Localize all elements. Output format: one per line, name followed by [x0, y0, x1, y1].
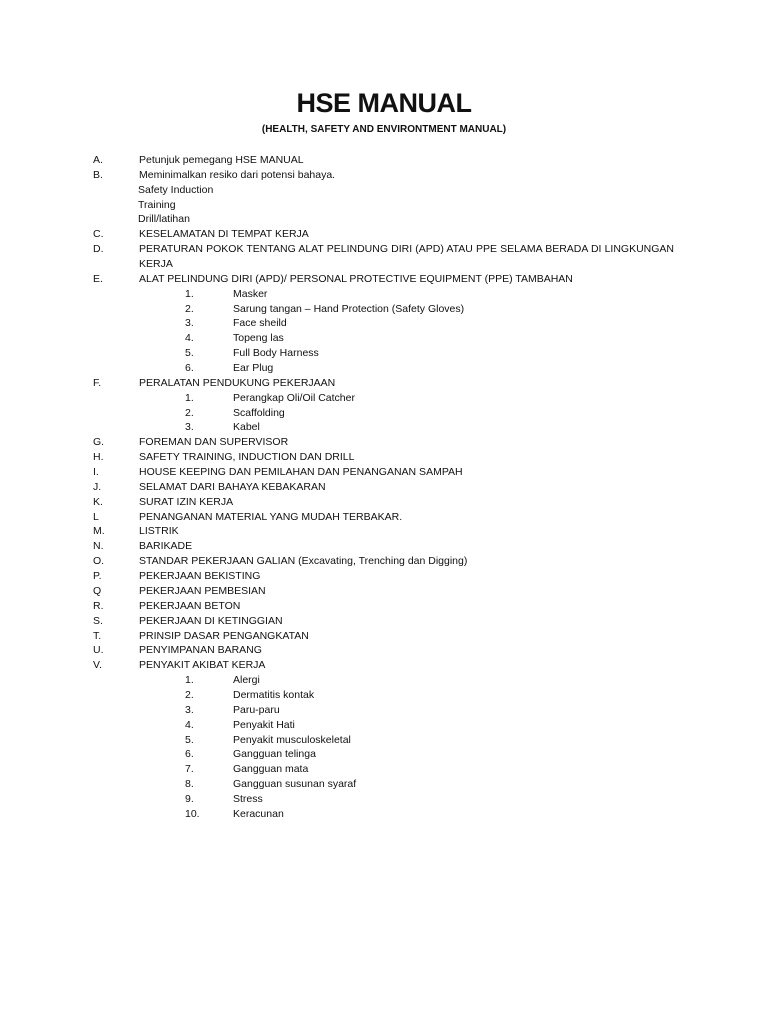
section-text: PEKERJAAN BEKISTING	[139, 570, 261, 583]
section-item	[0, 524, 768, 539]
section-label: B.	[93, 168, 103, 181]
item-text: Scaffolding	[233, 406, 285, 419]
section-text: PEKERJAAN PEMBESIAN	[139, 584, 266, 597]
section-label: H.	[93, 451, 104, 464]
section-label: S.	[93, 614, 103, 627]
section-label: L	[93, 510, 99, 523]
section-text: PEKERJAAN DI KETINGGIAN	[139, 614, 283, 627]
section-item	[0, 510, 768, 525]
item-number: 6.	[185, 748, 194, 761]
section-item	[0, 480, 768, 495]
item-text: Gangguan telinga	[233, 748, 316, 761]
item-text: Gangguan mata	[233, 763, 309, 776]
sub-list-item	[0, 792, 768, 807]
item-number: 10.	[185, 807, 200, 820]
section-text: SURAT IZIN KERJA	[139, 495, 234, 508]
section-text: Petunjuk pemegang HSE MANUAL	[139, 154, 304, 166]
section-item	[0, 153, 768, 168]
sub-list-item	[0, 747, 768, 762]
section-item	[0, 465, 768, 480]
sub-list-item	[0, 703, 768, 718]
sub-list-item	[0, 688, 768, 703]
section-text: KESELAMATAN DI TEMPAT KERJA	[139, 228, 309, 241]
item-number: 4.	[185, 332, 194, 345]
item-number: 2.	[185, 302, 194, 315]
section-text: PERATURAN POKOK TENTANG ALAT PELINDUNG DIRI (APD) ATAU PPE SELAMA BERADA DI LINGKUNGAN KERJA	[139, 243, 674, 271]
section-item	[0, 272, 768, 287]
section-label: J.	[93, 480, 102, 493]
section-text: ALAT PELINDUNG DIRI (APD)/ PERSONAL PROTECTIVE EQUIPMENT (PPE) TAMBAHAN	[139, 272, 573, 285]
section-text: PENANGANAN MATERIAL YANG MUDAH TERBAKAR.	[139, 510, 403, 523]
section-item	[0, 643, 768, 658]
sub-list-item	[0, 331, 768, 346]
item-text: Alergi	[233, 674, 260, 687]
section-text: PENYIMPANAN BARANG	[139, 644, 262, 657]
section-note	[0, 198, 768, 213]
section-label: K.	[93, 495, 103, 508]
section-label: I.	[93, 466, 99, 479]
section-text: PRINSIP DASAR PENGANGKATAN	[139, 629, 309, 642]
item-text: Sarung tangan – Hand Protection (Safety Gloves)	[233, 302, 465, 315]
sub-list-item	[0, 718, 768, 733]
section-note	[0, 183, 768, 198]
section-label: A.	[93, 154, 103, 166]
document-subtitle: (HEALTH, SAFETY AND ENVIRONTMENT MANUAL)	[261, 124, 507, 135]
section-note	[0, 212, 768, 227]
sub-list-item	[0, 673, 768, 688]
section-label: V.	[93, 659, 102, 672]
item-number: 2.	[185, 406, 194, 419]
section-label: N.	[93, 540, 104, 553]
sub-list-item	[0, 807, 768, 822]
item-number: 4.	[185, 718, 194, 731]
section-text: FOREMAN DAN SUPERVISOR	[139, 436, 289, 449]
item-text: Keracunan	[233, 807, 284, 820]
section-item	[0, 629, 768, 644]
note-text: Safety Induction	[138, 183, 214, 196]
note-text: Training	[138, 198, 176, 211]
sub-list-item	[0, 777, 768, 792]
section-label: P.	[93, 570, 102, 583]
item-number: 3.	[185, 317, 194, 330]
item-number: 1.	[185, 391, 194, 404]
sub-list-item	[0, 361, 768, 376]
item-number: 7.	[185, 763, 194, 776]
section-item	[0, 658, 768, 673]
section-item	[0, 376, 768, 391]
section-item	[0, 227, 768, 242]
section-item	[0, 242, 768, 272]
item-text: Perangkap Oli/Oil Catcher	[233, 391, 355, 404]
section-label: R.	[93, 599, 104, 612]
section-item	[0, 435, 768, 450]
item-text: Masker	[233, 287, 268, 300]
item-text: Dermatitis kontak	[233, 688, 315, 701]
section-item	[0, 450, 768, 465]
sub-list-item	[0, 733, 768, 748]
item-number: 3.	[185, 421, 194, 434]
sub-list-item	[0, 302, 768, 317]
section-text: PERALATAN PENDUKUNG PEKERJAAN	[139, 376, 336, 389]
section-label: M.	[93, 525, 105, 538]
section-list	[0, 153, 768, 822]
sub-list-item	[0, 391, 768, 406]
section-item	[0, 168, 768, 183]
item-number: 6.	[185, 362, 194, 375]
section-item	[0, 495, 768, 510]
section-text: SAFETY TRAINING, INDUCTION DAN DRILL	[139, 451, 355, 464]
item-number: 1.	[185, 287, 194, 300]
section-text: SELAMAT DARI BAHAYA KEBAKARAN	[139, 480, 326, 493]
sub-list-item	[0, 420, 768, 435]
section-text: Meminimalkan resiko dari potensi bahaya.	[139, 168, 336, 181]
item-text: Stress	[233, 792, 263, 805]
item-number: 2.	[185, 688, 194, 701]
item-number: 5.	[185, 733, 194, 746]
sub-list-item	[0, 762, 768, 777]
section-label: Q	[93, 584, 102, 597]
section-item	[0, 599, 768, 614]
item-text: Full Body Harness	[233, 347, 319, 360]
item-number: 8.	[185, 778, 194, 791]
section-label: D.	[93, 243, 104, 256]
section-text: LISTRIK	[139, 525, 179, 538]
section-label: E.	[93, 272, 103, 285]
section-text: PENYAKIT AKIBAT KERJA	[139, 659, 266, 672]
item-text: Gangguan susunan syaraf	[233, 778, 357, 791]
item-text: Ear Plug	[233, 362, 274, 375]
item-text: Penyakit musculoskeletal	[233, 733, 351, 746]
item-text: Topeng las	[233, 332, 284, 345]
item-number: 5.	[185, 347, 194, 360]
section-item	[0, 554, 768, 569]
section-label: T.	[93, 629, 102, 642]
note-text: Drill/latihan	[138, 213, 190, 226]
section-item	[0, 584, 768, 599]
sub-list-item	[0, 287, 768, 302]
section-item	[0, 614, 768, 629]
section-text: BARIKADE	[139, 540, 193, 553]
section-text: PEKERJAAN BETON	[139, 599, 241, 612]
section-text: STANDAR PEKERJAAN GALIAN (Excavating, Trenching dan Digging)	[139, 555, 468, 568]
item-number: 1.	[185, 674, 194, 687]
section-item	[0, 569, 768, 584]
section-label: O.	[93, 555, 105, 568]
section-label: C.	[93, 228, 104, 241]
sub-list-item	[0, 346, 768, 361]
item-text: Penyakit Hati	[233, 718, 295, 731]
section-label: U.	[93, 644, 104, 657]
item-number: 3.	[185, 703, 194, 716]
section-label: F.	[93, 376, 102, 389]
item-text: Kabel	[233, 421, 260, 434]
sub-list-item	[0, 316, 768, 331]
sub-list-item	[0, 406, 768, 421]
item-number: 9.	[185, 792, 194, 805]
item-text: Face sheild	[233, 317, 287, 330]
section-label: G.	[93, 436, 105, 449]
item-text: Paru-paru	[233, 703, 280, 716]
document-title: HSE MANUAL	[296, 88, 472, 118]
section-item	[0, 539, 768, 554]
section-text: HOUSE KEEPING DAN PEMILAHAN DAN PENANGANAN SAMPAH	[139, 466, 463, 479]
